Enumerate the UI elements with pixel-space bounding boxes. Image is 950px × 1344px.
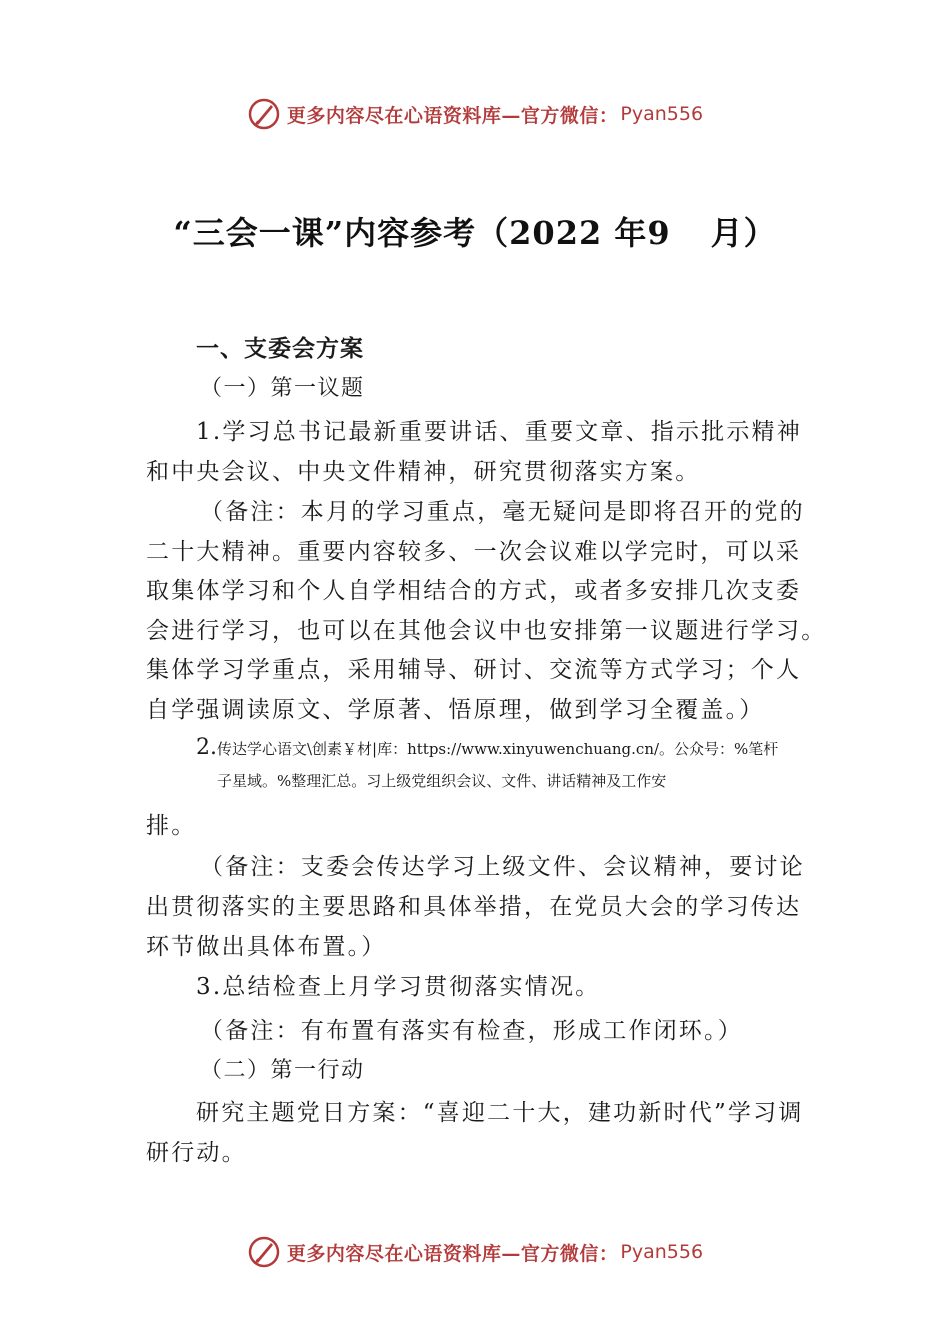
item2-line1: [196, 735, 778, 760]
note2-line1: （备注：支委会传达学习上级文件、会议精神，要讨论: [200, 854, 805, 880]
note1-line5: 集体学习学重点，采用辅导、研讨、交流等方式学习；个人: [146, 657, 802, 683]
banner-wechat-id: Pyan556: [620, 103, 704, 125]
item2-line2: 子星域。%整理汇总。习上级党组织会议、文件、讲话精神及工作安: [217, 772, 667, 790]
section-heading: 一、支委会方案: [196, 336, 364, 362]
note1-line3: 取集体学习和个人自学相结合的方式，或者多安排几次支委: [146, 578, 802, 604]
item2-number: 2.: [196, 735, 217, 760]
footer-banner-text: 更多内容尽在心语资料库—官方微信：: [286, 1242, 619, 1265]
action-line2: 研行动。: [146, 1140, 247, 1166]
header-banner: [0, 94, 950, 134]
quill-logo-icon: [247, 97, 281, 131]
item2-line3: 排。: [146, 813, 197, 839]
item2-text: 传达学心语文\创素￥材|库：https://www.xinyuwenchuang.cn/。公众号：%笔杆: [217, 740, 779, 758]
subheading-first-action: （二）第一行动: [200, 1058, 365, 1083]
subheading-first-topic: （一）第一议题: [200, 376, 365, 401]
note1-line6: 自学强调读原文、学原著、悟原理，做到学习全覆盖。）: [146, 697, 765, 723]
note3: （备注：有布置有落实有检查，形成工作闭环。）: [200, 1018, 743, 1044]
action-line1: 研究主题党日方案：“喜迎二十大，建功新时代”学习调: [196, 1100, 804, 1126]
page-title: [0, 208, 950, 254]
title-month: 9: [647, 214, 671, 252]
banner-text: 更多内容尽在心语资料库—官方微信：: [286, 104, 619, 127]
item1-line1: 1.学习总书记最新重要讲话、重要文章、指示批示精神: [196, 419, 802, 445]
title-part1: “三会一课”内容参考（2022 年: [173, 214, 648, 252]
note1-line4: 会进行学习，也可以在其他会议中也安排第一议题进行学习。: [146, 618, 827, 644]
note1-line1: （备注：本月的学习重点，毫无疑问是即将召开的党的: [200, 499, 805, 525]
footer-banner: [0, 1232, 950, 1272]
quill-logo-icon: [247, 1235, 281, 1269]
item1-line2: 和中央会议、中央文件精神，研究贯彻落实方案。: [146, 459, 701, 485]
note2-line2: 出贯彻落实的主要思路和具体举措，在党员大会的学习传达: [146, 894, 802, 920]
title-part2: 月）: [710, 214, 777, 252]
note1-line2: 二十大精神。重要内容较多、一次会议难以学完时，可以采: [146, 539, 802, 565]
item3: 3.总结检查上月学习贯彻落实情况。: [196, 974, 601, 1000]
note2-line3: 环节做出具体布置。）: [146, 934, 387, 960]
footer-banner-wechat-id: Pyan556: [620, 1241, 704, 1263]
